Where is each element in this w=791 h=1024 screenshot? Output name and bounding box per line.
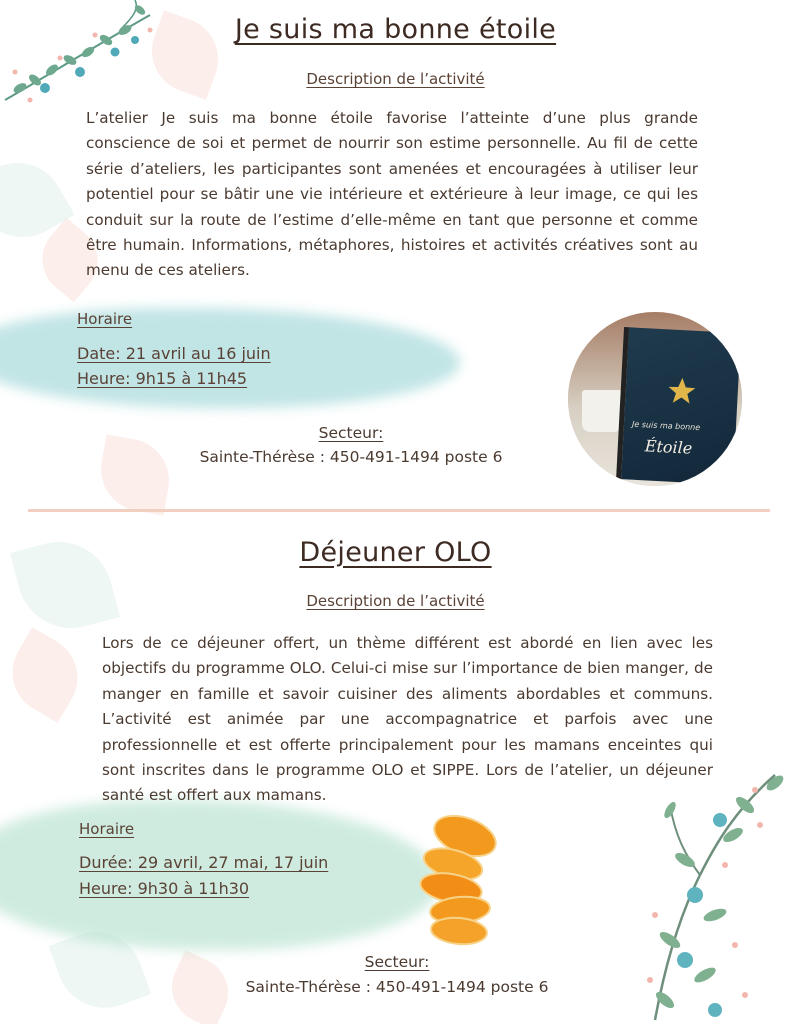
activity1-sector: Sainte-Thérèse : 450-491-1494 poste 6	[199, 448, 503, 466]
background-leaf	[94, 434, 175, 515]
activity2-title: Déjeuner OLO	[299, 537, 492, 568]
activity1-time: Heure: 9h15 à 11h45	[77, 369, 248, 388]
activity2-sector: Sainte-Thérèse : 450-491-1494 poste 6	[245, 978, 549, 996]
activity1-schedule-heading: Horaire	[77, 310, 133, 328]
book-text-line2: Étoile	[644, 436, 693, 458]
orange-slices-icon	[415, 806, 505, 951]
activity2-schedule-heading: Horaire	[79, 820, 135, 838]
activity2-duration: Durée: 29 avril, 27 mai, 17 juin	[79, 853, 329, 872]
watercolor-wash	[0, 800, 440, 950]
section-divider	[28, 509, 770, 512]
vine-flowers-icon	[625, 765, 791, 1024]
book-photo	[568, 312, 742, 486]
star-icon	[665, 374, 699, 408]
activity2-description-heading: Description de l’activité	[306, 592, 485, 610]
activity1-description-heading: Description de l’activité	[306, 70, 485, 88]
background-leaf	[0, 627, 93, 723]
activity2-description: Lors de ce déjeuner offert, un thème différent est abordé en lien avec les objectifs du programme OLO. Celui-ci mise sur l’importance de bien manger, de manger en famille et savoir cuisiner des aliments abordables et communs. L’activité est animée par une accompagnatrice et parfois avec une professionnelle et est offerte principalement pour les mamans enceintes qui sont inscrites dans le programme OLO et SIPPE. Lors de l’atelier, un déjeuner santé est offert aux mamans.	[102, 634, 713, 805]
activity2-time: Heure: 9h30 à 11h30	[79, 879, 250, 898]
book-cover	[616, 327, 741, 485]
activity1-sector-heading: Secteur:	[318, 424, 384, 442]
activity1-date: Date: 21 avril au 16 juin	[77, 344, 271, 363]
activity1-title: Je suis ma bonne étoile	[234, 14, 557, 45]
book-text-line1: Je suis ma bonne	[631, 419, 701, 433]
activity2-sector-heading: Secteur:	[364, 953, 430, 971]
activity1-description: L’atelier Je suis ma bonne étoile favorise l’atteinte d’une plus grande conscience de soi et permet de nourrir son estime personnelle. Au fil de cette série d’ateliers, les participantes sont amenées et encouragées à utiliser leur potentiel pour se bâtir une vie intérieure et extérieure à leur image, ce qui les conduit sur la route de l’estime d’elle-même en tant que personne et comme être humain. Informations, métaphores, histoires et activités créatives sont au menu de ces ateliers.	[86, 109, 698, 280]
cup	[582, 390, 622, 432]
